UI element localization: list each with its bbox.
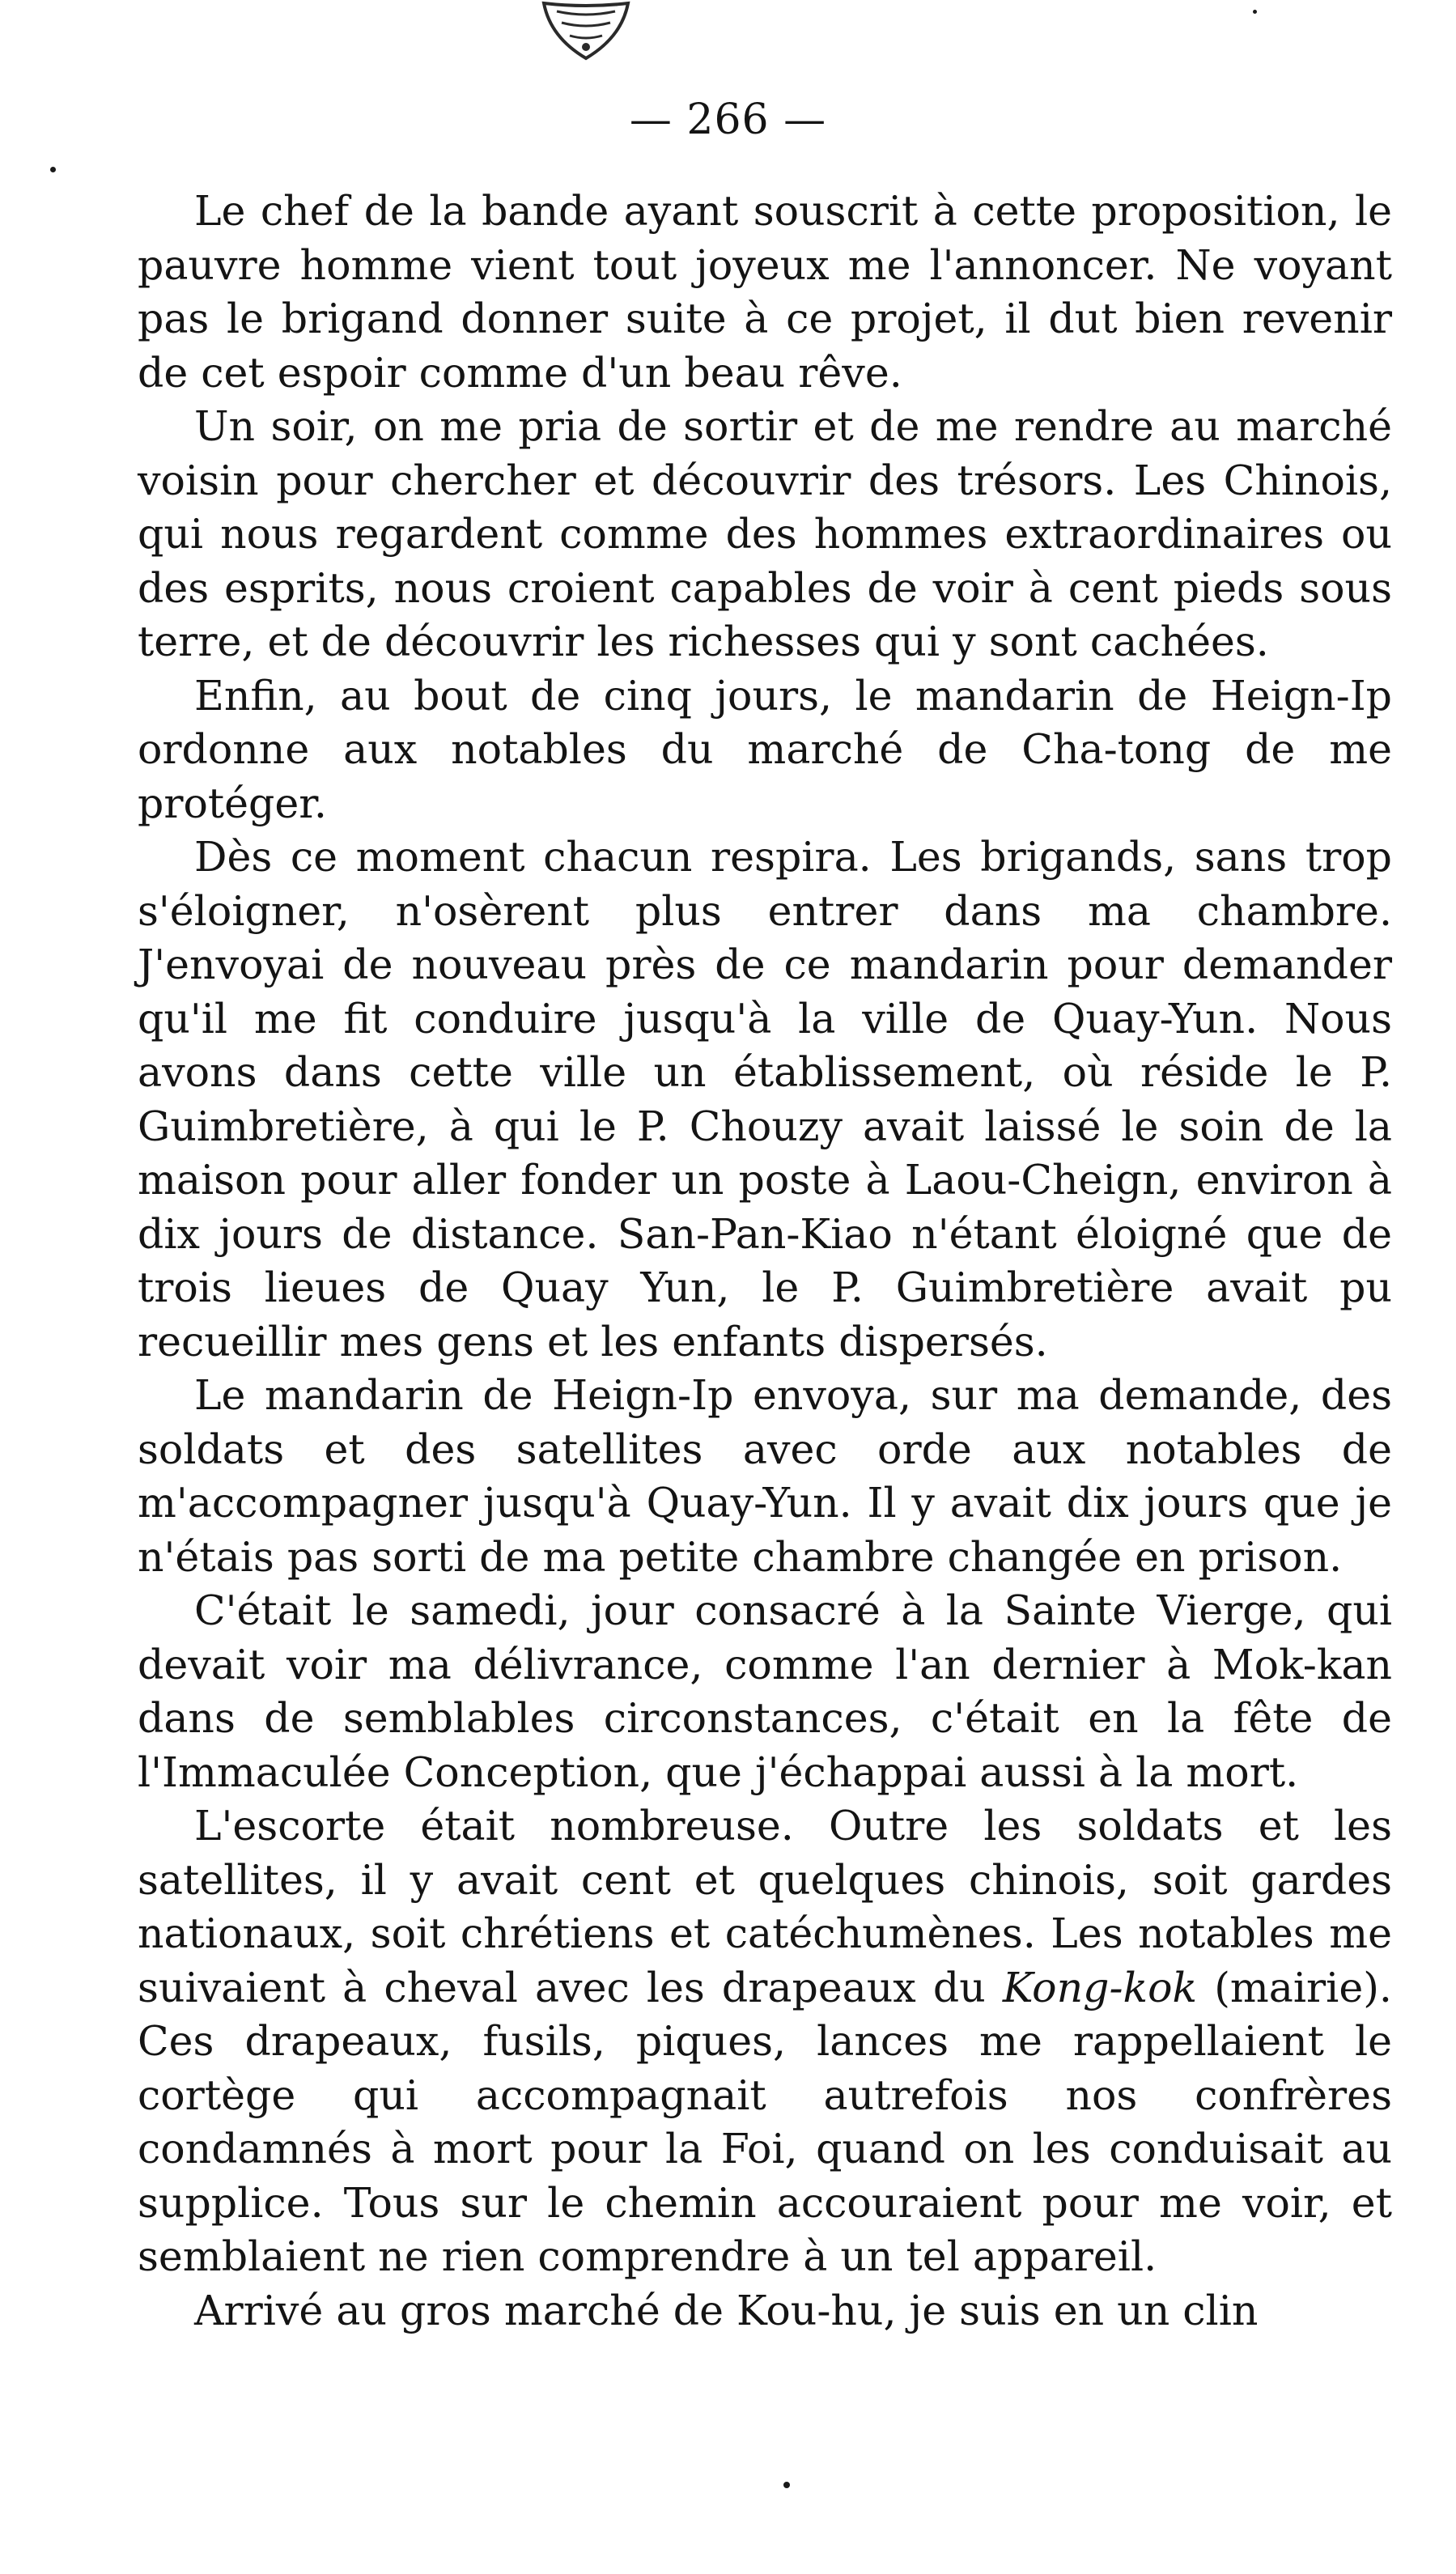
paragraph-2: Un soir, on me pria de sortir et de me rendre au marché voisin pour chercher et découvrir des trésors. Les Chinois, qui nous regardent comme des hommes extraordinaires ou des esprits, nous croient capables de voir à cent pieds sous terre, et de découvrir les richesses qui y sont cachées. bbox=[138, 402, 1392, 665]
paragraph-3: Enfin, au bout de cinq jours, le mandarin de Heign-Ip ordonne aux notables du marché de Cha-tong de me protéger. bbox=[138, 671, 1392, 827]
ink-speck bbox=[50, 167, 56, 172]
ink-speck bbox=[783, 2482, 790, 2488]
paragraph-1: Le chef de la bande ayant souscrit à cette proposition, le pauvre homme vient tout joyeux me l'annoncer. Ne voyant pas le brigand donner suite à ce projet, il dut bien revenir de cet espoir comme d'un beau rêve. bbox=[138, 187, 1392, 397]
paragraph-7-end: (mairie). Ces drapeaux, fusils, piques, lances me rappellaient le cortège qui accompagnait autrefois nos confrères condamnés à mort pour la Foi, quand on les conduisait au supplice. Tous sur le chemin accouraient pour me voir, et semblaient ne rien comprendre à un tel appareil. bbox=[138, 1963, 1392, 2280]
italic-term: Kong-kok bbox=[1002, 1963, 1198, 2011]
page-number: — 266 — bbox=[629, 96, 827, 144]
body-text bbox=[138, 185, 1392, 2338]
paragraph-4: Dès ce moment chacun respira. Les brigands, sans trop s'éloigner, n'osèrent plus entrer dans ma chambre. J'envoyai de nouveau près de ce mandarin pour demander qu'il me fit conduire jusqu'à la ville de Quay-Yun. Nous avons dans cette ville un établissement, où réside le P. Guimbretière, à qui le P. Chouzy avait laissé le soin de la maison pour aller fonder un poste à Laou-Cheign, environ à dix jours de distance. San-Pan-Kiao n'étant éloigné que de trois lieues de Quay Yun, le P. Guimbretière avait pu recueillir mes gens et les enfants dispersés. bbox=[138, 833, 1392, 1366]
paragraph-7-start: L'escorte était nombreuse. Outre les soldats et les satellites, il y avait cent et quelques chinois, soit gardes nationaux, soit chrétiens et catéchumènes. Les notables me suivaient à cheval avec les drapeaux du bbox=[138, 1802, 1392, 2011]
ink-speck bbox=[1253, 10, 1257, 14]
paragraph-7 bbox=[138, 1799, 1392, 2284]
paragraph-5: Le mandarin de Heign-Ip envoya, sur ma demande, des soldats et des satellites avec orde aux notables de m'accompagner jusqu'à Quay-Yun. Il y avait dix jours que je n'étais pas sorti de ma petite chambre changée en prison. bbox=[138, 1371, 1392, 1581]
decorative-ornament-icon bbox=[537, 0, 635, 65]
paragraph-8: Arrivé au gros marché de Kou-hu, je suis en un clin bbox=[194, 2286, 1259, 2334]
paragraph-6: C'était le samedi, jour consacré à la Sainte Vierge, qui devait voir ma délivrance, comme l'an dernier à Mok-kan dans de semblables circonstances, c'était en la fête de l'Immaculée Conception, que j'échappai aussi à la mort. bbox=[138, 1586, 1392, 1796]
